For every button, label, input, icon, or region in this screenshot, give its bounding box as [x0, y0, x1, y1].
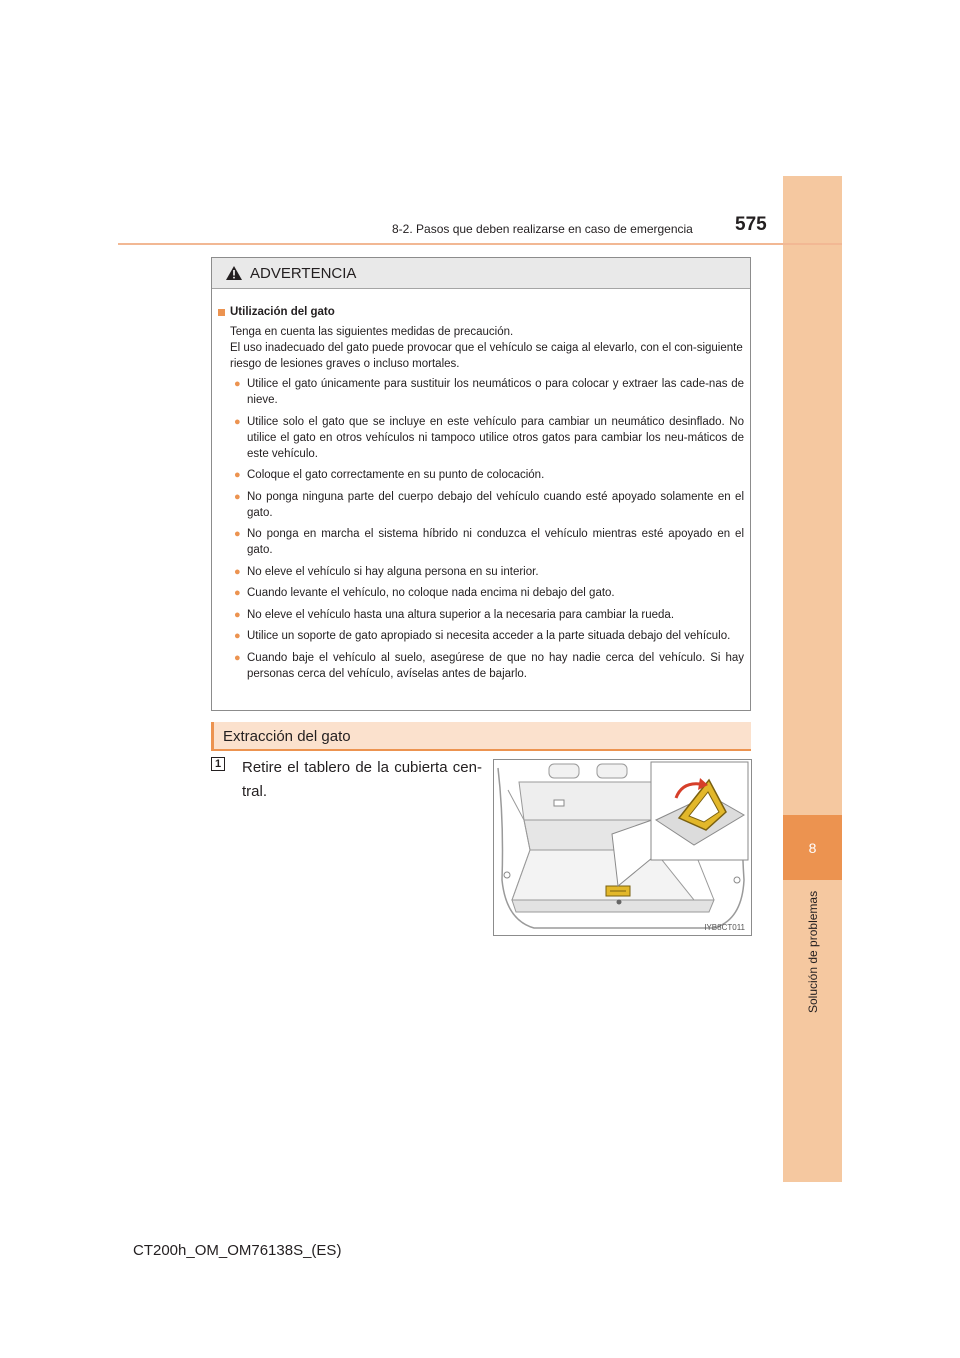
list-item: ● No ponga en marcha el sistema híbrido ni conduzca el vehículo mientras esté apoyado en el gato.	[234, 528, 744, 556]
chapter-side-tab	[783, 176, 842, 1182]
list-item: ● No eleve el vehículo hasta una altura superior a la necesaria para cambiar la rueda.	[234, 608, 675, 621]
section-title: Extracción del gato	[223, 727, 351, 745]
section-divider	[211, 749, 751, 751]
square-bullet-icon	[218, 309, 225, 316]
list-item: ● Coloque el gato correctamente en su punto de colocación.	[234, 469, 545, 481]
warning-title: ADVERTENCIA	[250, 264, 357, 282]
trunk-drawing	[494, 760, 751, 935]
bullet-dot-icon: ●	[234, 469, 241, 481]
chapter-number: 8	[808, 839, 817, 856]
page-number: 575	[735, 214, 767, 235]
warning-subtitle: Utilización del gato	[230, 306, 335, 318]
warning-header	[212, 258, 750, 289]
warning-box	[211, 257, 751, 711]
bullet-dot-icon: ●	[234, 378, 241, 390]
list-item: ● Cuando baje el vehículo al suelo, asegúrese de que no hay nadie cerca del vehículo. Si hay personas cerca del vehículo, avíselas antes de bajarlo.	[234, 651, 744, 680]
footer-document-code: CT200h_OM_OM76138S_(ES)	[133, 1242, 342, 1259]
bullet-dot-icon: ●	[234, 565, 241, 578]
section-heading	[211, 722, 751, 750]
warning-intro	[218, 324, 744, 372]
figure-code: IYB8CT011	[704, 923, 745, 932]
header-divider	[118, 243, 842, 245]
chapter-label: Solución de problemas	[806, 890, 820, 1014]
warning-intro-1: Tenga en cuenta las siguientes medidas de precaución.	[230, 326, 514, 338]
bullet-dot-icon: ●	[234, 587, 241, 599]
bullet-dot-icon: ●	[234, 651, 241, 664]
warning-subtitle-row	[218, 304, 744, 320]
step-number-badge: 1	[211, 757, 225, 771]
list-item: ● Cuando levante el vehículo, no coloque nada encima ni debajo del gato.	[234, 587, 615, 599]
bullet-dot-icon: ●	[234, 415, 241, 428]
list-item: ● Utilice un soporte de gato apropiado si necesita acceder a la parte situada debajo del vehículo.	[234, 630, 731, 642]
bullet-dot-icon: ●	[234, 630, 241, 642]
header-section-title: 8-2. Pasos que deben realizarse en caso de emergencia	[392, 222, 693, 236]
warning-body	[212, 289, 750, 682]
bullet-dot-icon: ●	[234, 490, 241, 503]
bullet-dot-icon: ●	[234, 528, 241, 540]
list-item: ● No eleve el vehículo si hay alguna persona en su interior.	[234, 565, 539, 578]
warning-triangle-icon	[226, 266, 242, 280]
warning-bullet-list	[218, 376, 744, 682]
luggage-compartment-illustration	[493, 759, 752, 936]
list-item: ● No ponga ninguna parte del cuerpo debajo del vehículo cuando esté apoyado solamente en el gato.	[234, 490, 744, 519]
list-item: ● Utilice el gato únicamente para sustituir los neumáticos o para colocar y extraer las cade-nas de nieve.	[234, 378, 744, 406]
list-item: ● Utilice solo el gato que se incluye en este vehículo para cambiar un neumático desinflado. No utilice el gato en otros vehículos ni tampoco utilice otros gatos para cambiar los neu-máticos de este vehículo.	[234, 415, 744, 460]
warning-intro-2: El uso inadecuado del gato puede provocar que el vehículo se caiga al elevarlo, con el con-siguiente riesgo de lesiones graves o incluso mortales.	[230, 342, 743, 370]
step-text: Retire el tablero de la cubierta cen-tral.	[242, 759, 482, 800]
bullet-dot-icon: ●	[234, 608, 241, 621]
